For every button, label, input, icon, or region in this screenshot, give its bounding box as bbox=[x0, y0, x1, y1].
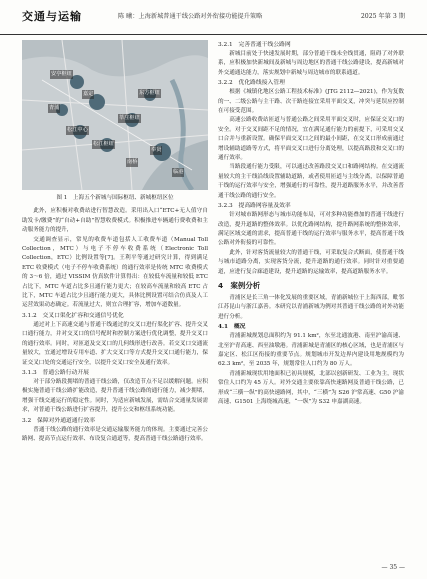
figure-caption: 图 1 上海五个新城与国际枢纽、新城枢纽区位 bbox=[56, 195, 174, 201]
right-paragraph-3: 高速公路收费站匝道与普通公路之间采用平面交叉时，应保证交叉口的安全。对于交叉间距不足的情况，宜在满足通行能力的前提下，可采用交叉口合并与重新设置。确保平面交叉口之间的最小间距，在交叉口形成前通过增设辅助道路等方式，将平面交叉口进行分离处理，以提高路段和交叉口的通行效率。 bbox=[218, 117, 404, 162]
label-jiading: 嘉定 bbox=[82, 90, 94, 99]
right-paragraph-5: 针对城市路网形态与城市功能布局，可对多种功能叠加的普通干线进行改造，提升道路的整体效率。以优化路网结构，提升路网系统的整体效率，满足区域交通的需求，提高普通干线的运行效率与服务水平，提高普通干线公路对外衔接的可靠性。 bbox=[218, 212, 404, 247]
label-fengxian: 奉贤 bbox=[150, 146, 162, 155]
left-paragraph-3: 通过对上下高速交通与普通干线通过的交叉口进行渠化扩容、提升交叉口通行能力，并对交叉口的信号配时和控制方案进行优化调整，提升交叉口的通行效率。同时，对匝道及交叉口的几何线形进行改善。若交叉口交通流量较大，宜通过增设专用车道、扩大交叉口等方式提升交叉口通行能力，保证交叉口处的交通运行安全，以提升交叉口安全及通行效率。 bbox=[22, 321, 208, 366]
issue-label: 2025 年第 3 期 bbox=[360, 13, 405, 20]
left-paragraph-2: 交通调查显示，常见的收费车道包括人工收费车道（Manual Toll Collection，MTC）与电子不停车收费系统（Electronic Toll Collection，ETC）比例设置等[7]。王利平等通过研究计算，得到满足 ETC 收费模式（电子不停车收费系统）的通行效率是传统 MTC 收费模式的 3～6 倍，通过 VISSIM 仿真软件计算得出：在较低车流量和较低 ETC 占比下，MTC 车道占比多且通行能力更大；在较高车流量和较高 ETC 占比下，MTC 车道占比少且通行能力更大，具体比例设置可结合仿真及人工运营效果动态确定。若流量过大，则宜合理扩容，增加车道数量。 bbox=[22, 236, 208, 309]
section-4-heading: 4 案例分析 bbox=[218, 280, 261, 290]
section-4-1-heading: 4.1 概况 bbox=[218, 324, 246, 331]
section-3-2-3-heading: 3.2.3 提高路网容量及效率 bbox=[218, 203, 291, 210]
map-figure bbox=[22, 40, 208, 190]
section-3-1-3-heading: 3.1.3 普通公路行动开展 bbox=[22, 369, 89, 376]
section-3-2-heading: 3.2 保障对外通道通行效率 bbox=[22, 417, 95, 424]
label-songjiang-station: 松江枢纽 bbox=[92, 140, 115, 149]
right-paragraph-7: 青浦区是长三角一体化发展的重要区域，青浦新城位于上海西部，毗邻江苏昆山与浙江嘉善。本研究以青浦新城为例对其普通干线公路的对外功能进行分析。 bbox=[218, 294, 404, 320]
label-songjiang-center: 松江中心 bbox=[66, 126, 89, 135]
right-paragraph-4: 当路段通行能力受限，可以通过改善路段交叉口和路网结构。在交通流量较大的主干线沿线设置辅助道路，或者使用匝道与主线分离，以保障普通干线的运行效率与安全，增强通行的可靠性，提升道路服务水平，并改善普通干线公路的通行安全。 bbox=[218, 164, 404, 199]
page-number: — 35 — bbox=[381, 564, 405, 571]
right-paragraph-9: 青浦新城现状用地面积已初具规模，北部以创新研发、工业为主，现状常住人口约为 45 万人。对外交通主要依靠高快速路网及普通干线公路，已形成“三横一纵”的高快速路网，其中，“三横”为 S26 沪常高速、G50 沪渝高速、G1501 上海绕城高速，“一纵”为 S32 申嘉湖高速。 bbox=[218, 370, 404, 405]
right-paragraph-6: 此外，针对客货流量较大的普通干线，可采取复合式断面，使普通干线与城市道路分离，实现客货分流，提升道路的通行效率。同时针对重要通道，应进行复合廊道建设，提升道路的运输效率，提高道路服务水平。 bbox=[218, 249, 404, 275]
section-3-2-1-heading: 3.2.1 完善普通干线公路网 bbox=[218, 42, 291, 48]
left-paragraph-5: 普通干线公路的通行效率是交通运输服务能力的体现。主要通过完善公路网、提高节点运行效率、布设复合通道等，提高普通干线公路通行效率。 bbox=[22, 426, 208, 442]
left-paragraph-4: 对于部分路段拥堵的普通干线公路，仅改造节点不足以缓解问题。应积极实施普通干线公路扩能改造，提升普通干线公路的通行能力，减少拥堵，增强干线交通运行的稳定性。同时，为适应新城发展，需结合交通量发展需求，对普通干线公路进行扩容提升，提升公交和枢纽系统功能。 bbox=[22, 378, 208, 414]
label-qingpu: 青浦 bbox=[48, 104, 60, 113]
section-3-1-2-heading: 3.1.2 交叉口渠化扩容和交通信号优化 bbox=[22, 312, 124, 319]
running-title: 陈 曦：上海新城普通干线公路对外衔接功能提升策略 bbox=[118, 13, 263, 20]
right-paragraph-2: 根据《城镇化地区公路工程技术标准》(JTG 2112—2021)，作为复数的一、二级公路与主干路、次干路连接宜采用平面交叉，冲突与延误应控制在可接受范围。 bbox=[218, 89, 404, 115]
label-lingang: 临港 bbox=[172, 168, 184, 177]
journal-logo: 交通与运输 bbox=[22, 10, 82, 23]
right-paragraph-8: 青浦新城规划总面积约为 91.1 km²，东至北通波港、南至沪渝高速、北至沪青高速、西至油墩港。青浦新城是青浦区的核心区域，也是青浦区与嘉定区、松江区衔接的重要节点。规划城市开发边界内建设用地规模约为 62.3 km²，至 2035 年，规划常住人口约为 80 万人。 bbox=[218, 333, 404, 368]
label-anting: 安亭枢纽 bbox=[50, 70, 73, 79]
left-column bbox=[22, 40, 208, 444]
label-xinzhuang: 莘庄枢纽 bbox=[118, 114, 141, 123]
page-header bbox=[0, 0, 427, 35]
right-paragraph-1: 新城目前处于快速发展时期，部分普通干线未全线贯通，阻碍了对外联系，应积极加快新城间及新城与周边地区的普通干线公路建设，提高新城对外交通通达能力，落实规划中新城与周边城市的联系通道。 bbox=[218, 51, 404, 76]
label-dongfang: 东方枢纽 bbox=[138, 89, 161, 98]
right-column bbox=[218, 40, 404, 407]
section-3-2-2-heading: 3.2.2 优化路线接入管理 bbox=[218, 80, 285, 87]
label-nanqiao: 南桥 bbox=[126, 158, 138, 167]
left-paragraph-1: 此外，应积极对收费站进行智慧改造。采用出入口“ETC+无人值守自助发卡/缴费”的“自动+自助”智慧收费模式。积极推进车辆通行费收费和主动服务能力的提升， bbox=[22, 208, 208, 234]
